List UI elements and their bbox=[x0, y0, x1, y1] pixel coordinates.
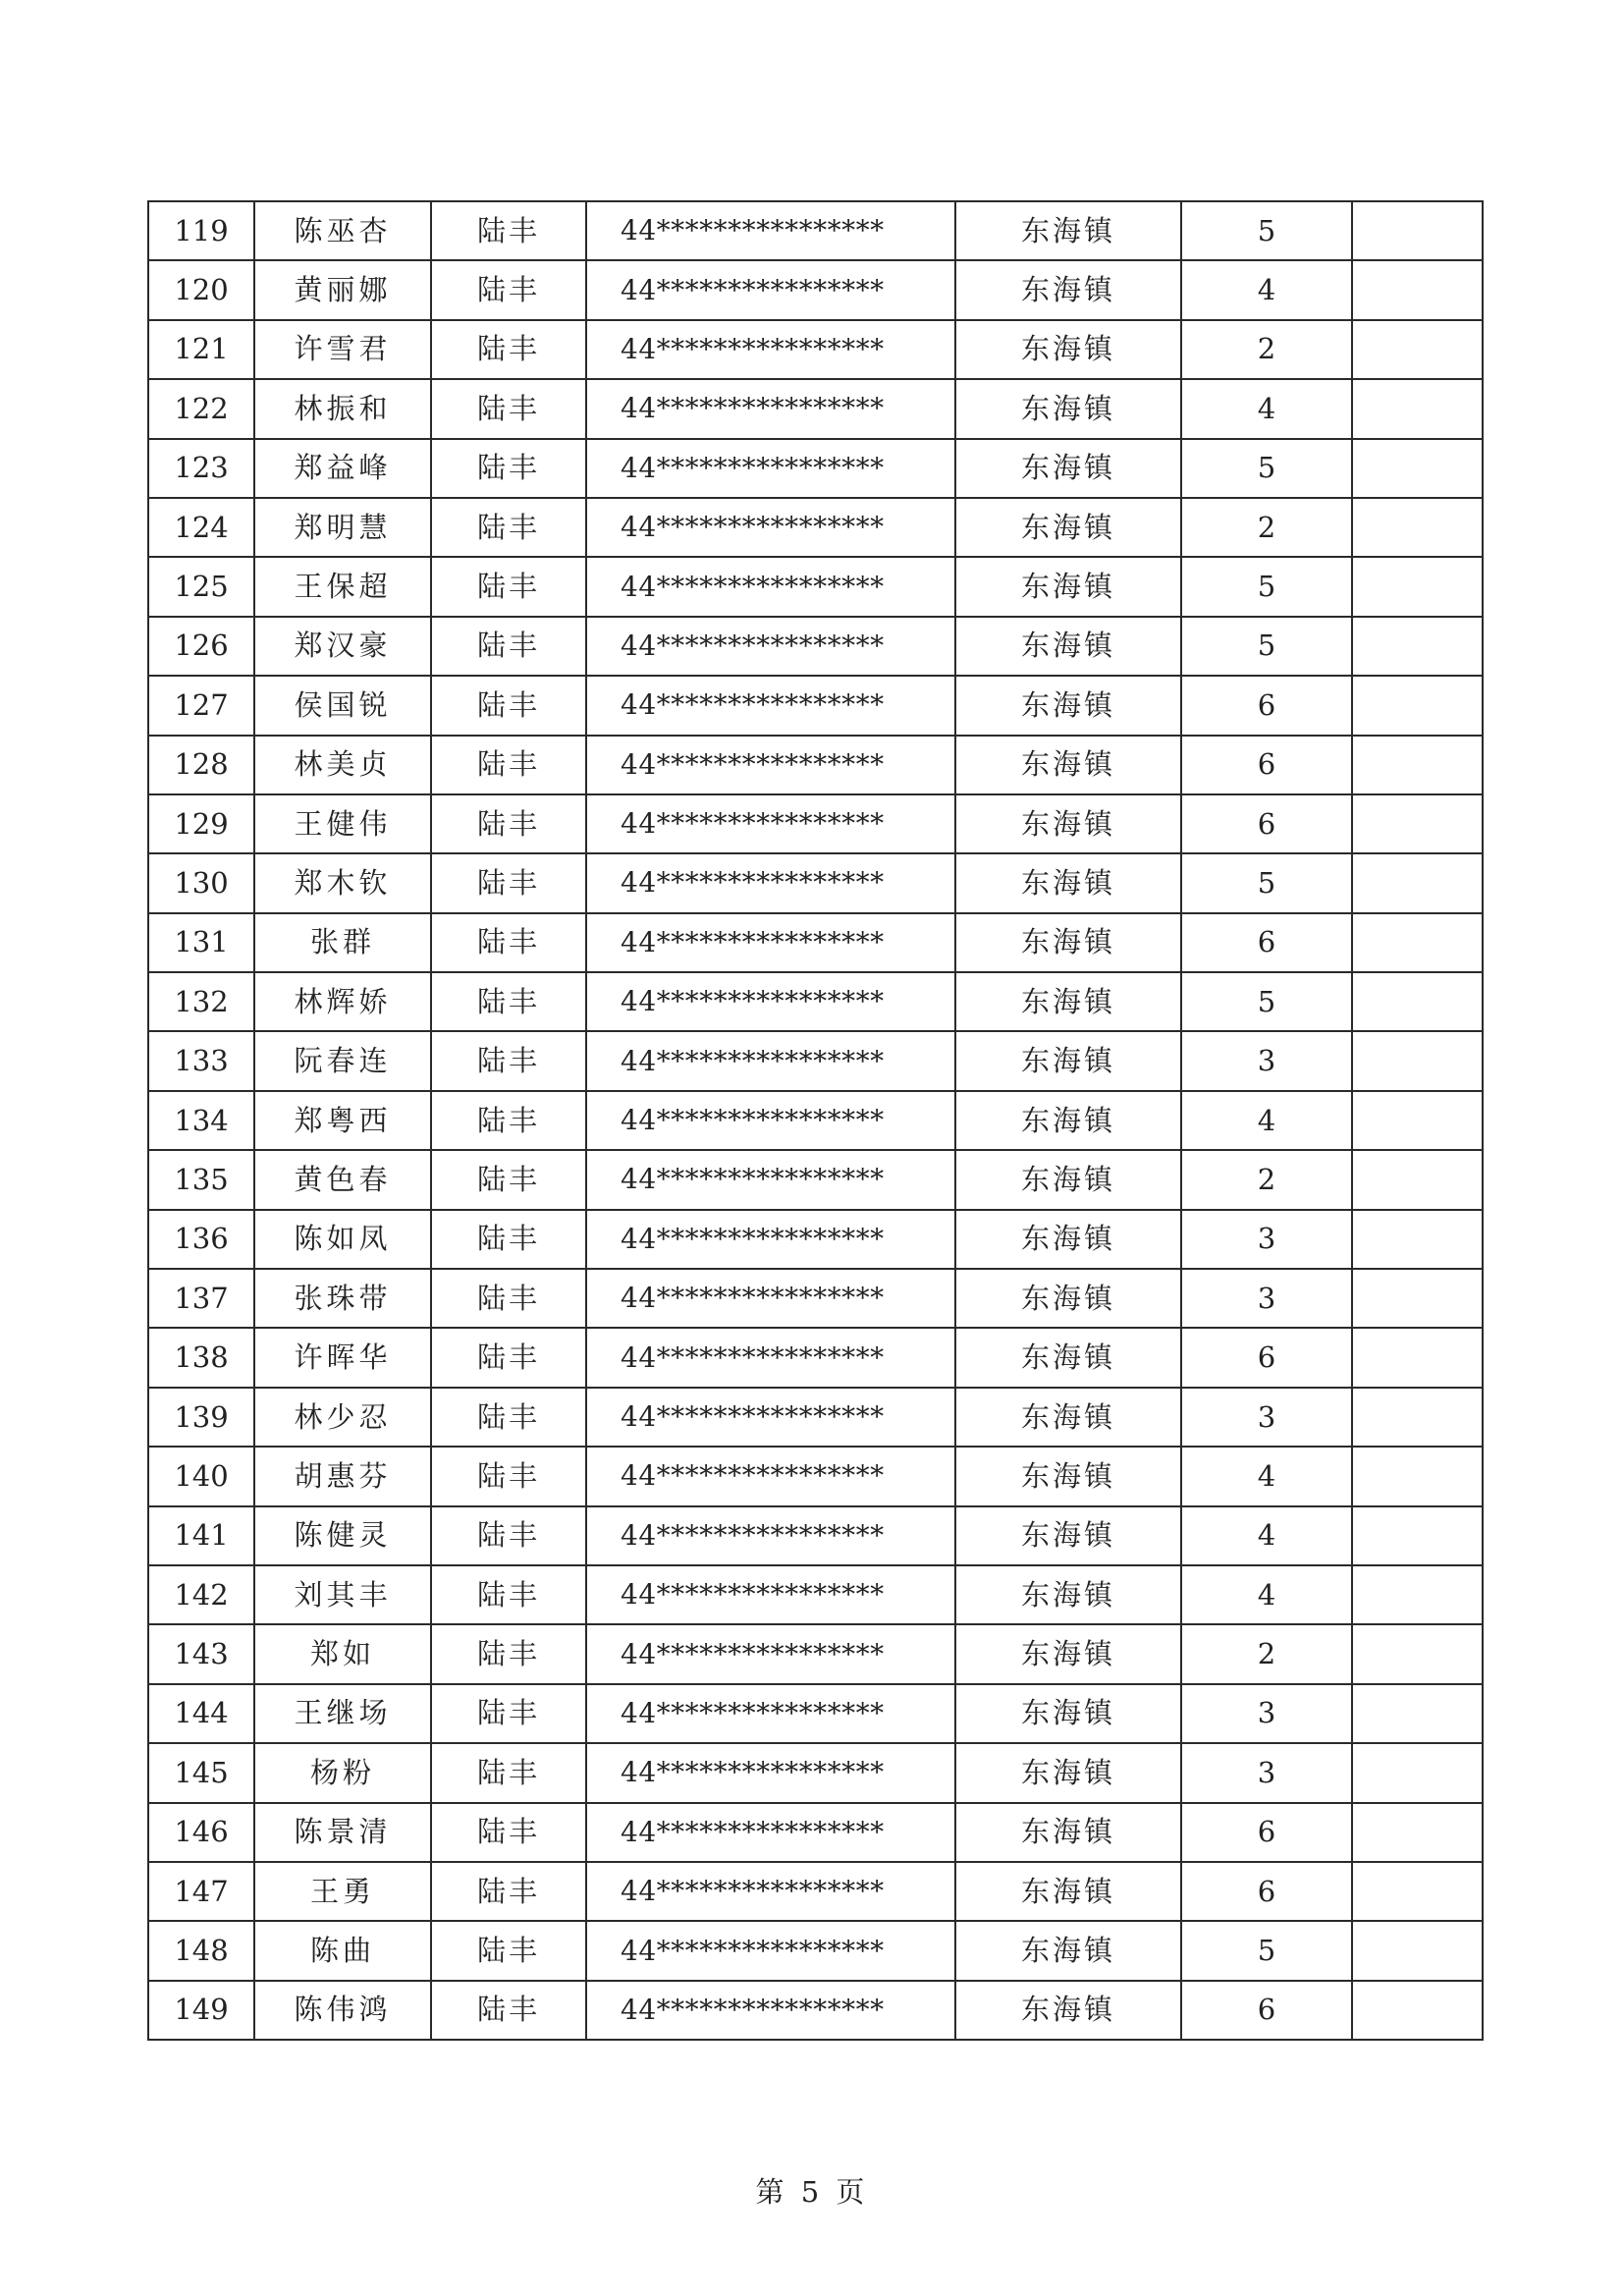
name-cell: 张珠带 bbox=[254, 1269, 431, 1328]
place-cell: 陆丰 bbox=[431, 794, 586, 853]
id-number-cell: 44**************** bbox=[586, 379, 955, 438]
count-cell: 2 bbox=[1181, 320, 1352, 379]
table-row bbox=[148, 1388, 1483, 1447]
count-cell: 6 bbox=[1181, 1981, 1352, 2040]
place-cell: 陆丰 bbox=[431, 320, 586, 379]
note-cell bbox=[1352, 1803, 1483, 1862]
name-cell: 王继场 bbox=[254, 1684, 431, 1743]
town-cell: 东海镇 bbox=[955, 439, 1181, 498]
table-row bbox=[148, 1803, 1483, 1862]
town-cell: 东海镇 bbox=[955, 1447, 1181, 1505]
roster-table-body bbox=[148, 201, 1483, 2040]
row-number-cell: 135 bbox=[148, 1150, 254, 1209]
id-number-cell: 44**************** bbox=[586, 1447, 955, 1505]
count-cell: 4 bbox=[1181, 1565, 1352, 1624]
row-number-cell: 119 bbox=[148, 201, 254, 260]
place-cell: 陆丰 bbox=[431, 1981, 586, 2040]
row-number-cell: 133 bbox=[148, 1031, 254, 1090]
roster-table bbox=[147, 200, 1484, 2041]
name-cell: 张群 bbox=[254, 913, 431, 972]
id-number-cell: 44**************** bbox=[586, 260, 955, 319]
town-cell: 东海镇 bbox=[955, 260, 1181, 319]
table-row bbox=[148, 1684, 1483, 1743]
name-cell: 郑木钦 bbox=[254, 853, 431, 912]
count-cell: 6 bbox=[1181, 736, 1352, 794]
name-cell: 陈曲 bbox=[254, 1921, 431, 1980]
note-cell bbox=[1352, 260, 1483, 319]
place-cell: 陆丰 bbox=[431, 1328, 586, 1387]
town-cell: 东海镇 bbox=[955, 794, 1181, 853]
note-cell bbox=[1352, 379, 1483, 438]
name-cell: 黄色春 bbox=[254, 1150, 431, 1209]
id-number-cell: 44**************** bbox=[586, 1388, 955, 1447]
id-number-cell: 44**************** bbox=[586, 1506, 955, 1565]
row-number-cell: 127 bbox=[148, 676, 254, 735]
count-cell: 5 bbox=[1181, 557, 1352, 616]
count-cell: 2 bbox=[1181, 498, 1352, 557]
table-row bbox=[148, 1328, 1483, 1387]
town-cell: 东海镇 bbox=[955, 1921, 1181, 1980]
row-number-cell: 131 bbox=[148, 913, 254, 972]
table-row bbox=[148, 1031, 1483, 1090]
name-cell: 侯国锐 bbox=[254, 676, 431, 735]
id-number-cell: 44**************** bbox=[586, 1150, 955, 1209]
note-cell bbox=[1352, 676, 1483, 735]
count-cell: 4 bbox=[1181, 379, 1352, 438]
id-number-cell: 44**************** bbox=[586, 1684, 955, 1743]
note-cell bbox=[1352, 1091, 1483, 1150]
id-number-cell: 44**************** bbox=[586, 498, 955, 557]
town-cell: 东海镇 bbox=[955, 1684, 1181, 1743]
town-cell: 东海镇 bbox=[955, 1565, 1181, 1624]
row-number-cell: 149 bbox=[148, 1981, 254, 2040]
id-number-cell: 44**************** bbox=[586, 1031, 955, 1090]
place-cell: 陆丰 bbox=[431, 1684, 586, 1743]
place-cell: 陆丰 bbox=[431, 617, 586, 676]
town-cell: 东海镇 bbox=[955, 1981, 1181, 2040]
id-number-cell: 44**************** bbox=[586, 1862, 955, 1921]
place-cell: 陆丰 bbox=[431, 853, 586, 912]
table-row bbox=[148, 1743, 1483, 1802]
town-cell: 东海镇 bbox=[955, 1091, 1181, 1150]
row-number-cell: 143 bbox=[148, 1624, 254, 1683]
row-number-cell: 147 bbox=[148, 1862, 254, 1921]
table-row bbox=[148, 1150, 1483, 1209]
count-cell: 2 bbox=[1181, 1150, 1352, 1209]
table-row bbox=[148, 557, 1483, 616]
name-cell: 林少忍 bbox=[254, 1388, 431, 1447]
place-cell: 陆丰 bbox=[431, 1565, 586, 1624]
id-number-cell: 44**************** bbox=[586, 1921, 955, 1980]
note-cell bbox=[1352, 1506, 1483, 1565]
town-cell: 东海镇 bbox=[955, 1862, 1181, 1921]
place-cell: 陆丰 bbox=[431, 1743, 586, 1802]
town-cell: 东海镇 bbox=[955, 379, 1181, 438]
place-cell: 陆丰 bbox=[431, 1210, 586, 1269]
table-row bbox=[148, 736, 1483, 794]
note-cell bbox=[1352, 1565, 1483, 1624]
count-cell: 4 bbox=[1181, 1447, 1352, 1505]
id-number-cell: 44**************** bbox=[586, 1328, 955, 1387]
place-cell: 陆丰 bbox=[431, 736, 586, 794]
id-number-cell: 44**************** bbox=[586, 1624, 955, 1683]
row-number-cell: 145 bbox=[148, 1743, 254, 1802]
town-cell: 东海镇 bbox=[955, 1210, 1181, 1269]
place-cell: 陆丰 bbox=[431, 557, 586, 616]
town-cell: 东海镇 bbox=[955, 1743, 1181, 1802]
place-cell: 陆丰 bbox=[431, 1506, 586, 1565]
name-cell: 郑粤西 bbox=[254, 1091, 431, 1150]
table-row bbox=[148, 439, 1483, 498]
count-cell: 3 bbox=[1181, 1684, 1352, 1743]
row-number-cell: 138 bbox=[148, 1328, 254, 1387]
name-cell: 黄丽娜 bbox=[254, 260, 431, 319]
table-row bbox=[148, 320, 1483, 379]
id-number-cell: 44**************** bbox=[586, 557, 955, 616]
count-cell: 3 bbox=[1181, 1743, 1352, 1802]
table-row bbox=[148, 1269, 1483, 1328]
note-cell bbox=[1352, 1210, 1483, 1269]
town-cell: 东海镇 bbox=[955, 853, 1181, 912]
table-row bbox=[148, 1862, 1483, 1921]
note-cell bbox=[1352, 498, 1483, 557]
page-number: 第 5 页 bbox=[755, 2175, 869, 2209]
town-cell: 东海镇 bbox=[955, 201, 1181, 260]
count-cell: 6 bbox=[1181, 1328, 1352, 1387]
name-cell: 胡惠芬 bbox=[254, 1447, 431, 1505]
note-cell bbox=[1352, 972, 1483, 1031]
count-cell: 3 bbox=[1181, 1388, 1352, 1447]
count-cell: 5 bbox=[1181, 1921, 1352, 1980]
note-cell bbox=[1352, 1447, 1483, 1505]
note-cell bbox=[1352, 1981, 1483, 2040]
town-cell: 东海镇 bbox=[955, 1031, 1181, 1090]
id-number-cell: 44**************** bbox=[586, 1803, 955, 1862]
id-number-cell: 44**************** bbox=[586, 1210, 955, 1269]
id-number-cell: 44**************** bbox=[586, 794, 955, 853]
row-number-cell: 125 bbox=[148, 557, 254, 616]
id-number-cell: 44**************** bbox=[586, 1091, 955, 1150]
count-cell: 5 bbox=[1181, 439, 1352, 498]
table-row bbox=[148, 1921, 1483, 1980]
note-cell bbox=[1352, 1921, 1483, 1980]
note-cell bbox=[1352, 794, 1483, 853]
id-number-cell: 44**************** bbox=[586, 1269, 955, 1328]
table-row bbox=[148, 1447, 1483, 1505]
table-row bbox=[148, 1981, 1483, 2040]
place-cell: 陆丰 bbox=[431, 676, 586, 735]
count-cell: 4 bbox=[1181, 260, 1352, 319]
count-cell: 6 bbox=[1181, 1803, 1352, 1862]
table-row bbox=[148, 617, 1483, 676]
note-cell bbox=[1352, 1269, 1483, 1328]
row-number-cell: 122 bbox=[148, 379, 254, 438]
count-cell: 5 bbox=[1181, 201, 1352, 260]
table-row bbox=[148, 1210, 1483, 1269]
town-cell: 东海镇 bbox=[955, 1506, 1181, 1565]
place-cell: 陆丰 bbox=[431, 1862, 586, 1921]
table-row bbox=[148, 794, 1483, 853]
name-cell: 陈景清 bbox=[254, 1803, 431, 1862]
row-number-cell: 146 bbox=[148, 1803, 254, 1862]
id-number-cell: 44**************** bbox=[586, 853, 955, 912]
place-cell: 陆丰 bbox=[431, 1091, 586, 1150]
place-cell: 陆丰 bbox=[431, 1803, 586, 1862]
count-cell: 3 bbox=[1181, 1269, 1352, 1328]
table-row bbox=[148, 1565, 1483, 1624]
town-cell: 东海镇 bbox=[955, 913, 1181, 972]
count-cell: 4 bbox=[1181, 1506, 1352, 1565]
count-cell: 4 bbox=[1181, 1091, 1352, 1150]
count-cell: 6 bbox=[1181, 913, 1352, 972]
table-row bbox=[148, 260, 1483, 319]
note-cell bbox=[1352, 320, 1483, 379]
note-cell bbox=[1352, 736, 1483, 794]
town-cell: 东海镇 bbox=[955, 1150, 1181, 1209]
note-cell bbox=[1352, 853, 1483, 912]
town-cell: 东海镇 bbox=[955, 676, 1181, 735]
table-row bbox=[148, 1091, 1483, 1150]
id-number-cell: 44**************** bbox=[586, 1981, 955, 2040]
note-cell bbox=[1352, 1388, 1483, 1447]
row-number-cell: 148 bbox=[148, 1921, 254, 1980]
row-number-cell: 121 bbox=[148, 320, 254, 379]
row-number-cell: 139 bbox=[148, 1388, 254, 1447]
note-cell bbox=[1352, 439, 1483, 498]
name-cell: 王保超 bbox=[254, 557, 431, 616]
count-cell: 6 bbox=[1181, 794, 1352, 853]
row-number-cell: 130 bbox=[148, 853, 254, 912]
town-cell: 东海镇 bbox=[955, 1328, 1181, 1387]
name-cell: 郑汉豪 bbox=[254, 617, 431, 676]
name-cell: 郑明慧 bbox=[254, 498, 431, 557]
place-cell: 陆丰 bbox=[431, 1269, 586, 1328]
id-number-cell: 44**************** bbox=[586, 1743, 955, 1802]
place-cell: 陆丰 bbox=[431, 1447, 586, 1505]
place-cell: 陆丰 bbox=[431, 260, 586, 319]
row-number-cell: 136 bbox=[148, 1210, 254, 1269]
table-row bbox=[148, 379, 1483, 438]
town-cell: 东海镇 bbox=[955, 557, 1181, 616]
row-number-cell: 128 bbox=[148, 736, 254, 794]
name-cell: 林美贞 bbox=[254, 736, 431, 794]
count-cell: 5 bbox=[1181, 853, 1352, 912]
count-cell: 3 bbox=[1181, 1031, 1352, 1090]
place-cell: 陆丰 bbox=[431, 972, 586, 1031]
place-cell: 陆丰 bbox=[431, 913, 586, 972]
town-cell: 东海镇 bbox=[955, 1803, 1181, 1862]
name-cell: 杨粉 bbox=[254, 1743, 431, 1802]
note-cell bbox=[1352, 1743, 1483, 1802]
id-number-cell: 44**************** bbox=[586, 201, 955, 260]
id-number-cell: 44**************** bbox=[586, 617, 955, 676]
id-number-cell: 44**************** bbox=[586, 320, 955, 379]
place-cell: 陆丰 bbox=[431, 498, 586, 557]
note-cell bbox=[1352, 1624, 1483, 1683]
town-cell: 东海镇 bbox=[955, 1624, 1181, 1683]
id-number-cell: 44**************** bbox=[586, 439, 955, 498]
town-cell: 东海镇 bbox=[955, 617, 1181, 676]
name-cell: 林辉娇 bbox=[254, 972, 431, 1031]
note-cell bbox=[1352, 1684, 1483, 1743]
place-cell: 陆丰 bbox=[431, 1150, 586, 1209]
name-cell: 刘其丰 bbox=[254, 1565, 431, 1624]
place-cell: 陆丰 bbox=[431, 439, 586, 498]
name-cell: 许雪君 bbox=[254, 320, 431, 379]
row-number-cell: 120 bbox=[148, 260, 254, 319]
row-number-cell: 123 bbox=[148, 439, 254, 498]
note-cell bbox=[1352, 1031, 1483, 1090]
place-cell: 陆丰 bbox=[431, 1624, 586, 1683]
row-number-cell: 144 bbox=[148, 1684, 254, 1743]
count-cell: 6 bbox=[1181, 676, 1352, 735]
place-cell: 陆丰 bbox=[431, 201, 586, 260]
name-cell: 陈如凤 bbox=[254, 1210, 431, 1269]
table-row bbox=[148, 201, 1483, 260]
row-number-cell: 124 bbox=[148, 498, 254, 557]
note-cell bbox=[1352, 201, 1483, 260]
row-number-cell: 129 bbox=[148, 794, 254, 853]
place-cell: 陆丰 bbox=[431, 1031, 586, 1090]
row-number-cell: 134 bbox=[148, 1091, 254, 1150]
id-number-cell: 44**************** bbox=[586, 913, 955, 972]
table-row bbox=[148, 498, 1483, 557]
note-cell bbox=[1352, 913, 1483, 972]
count-cell: 3 bbox=[1181, 1210, 1352, 1269]
row-number-cell: 132 bbox=[148, 972, 254, 1031]
count-cell: 2 bbox=[1181, 1624, 1352, 1683]
name-cell: 许晖华 bbox=[254, 1328, 431, 1387]
name-cell: 林振和 bbox=[254, 379, 431, 438]
town-cell: 东海镇 bbox=[955, 320, 1181, 379]
town-cell: 东海镇 bbox=[955, 736, 1181, 794]
id-number-cell: 44**************** bbox=[586, 972, 955, 1031]
place-cell: 陆丰 bbox=[431, 1921, 586, 1980]
row-number-cell: 142 bbox=[148, 1565, 254, 1624]
name-cell: 王健伟 bbox=[254, 794, 431, 853]
table-row bbox=[148, 972, 1483, 1031]
note-cell bbox=[1352, 1862, 1483, 1921]
note-cell bbox=[1352, 1150, 1483, 1209]
row-number-cell: 137 bbox=[148, 1269, 254, 1328]
name-cell: 王勇 bbox=[254, 1862, 431, 1921]
table-row bbox=[148, 1624, 1483, 1683]
name-cell: 郑如 bbox=[254, 1624, 431, 1683]
table-row bbox=[148, 676, 1483, 735]
table-row bbox=[148, 853, 1483, 912]
count-cell: 5 bbox=[1181, 617, 1352, 676]
town-cell: 东海镇 bbox=[955, 1269, 1181, 1328]
id-number-cell: 44**************** bbox=[586, 1565, 955, 1624]
name-cell: 陈健灵 bbox=[254, 1506, 431, 1565]
row-number-cell: 126 bbox=[148, 617, 254, 676]
id-number-cell: 44**************** bbox=[586, 736, 955, 794]
town-cell: 东海镇 bbox=[955, 498, 1181, 557]
place-cell: 陆丰 bbox=[431, 379, 586, 438]
row-number-cell: 141 bbox=[148, 1506, 254, 1565]
id-number-cell: 44**************** bbox=[586, 676, 955, 735]
name-cell: 陈巫杏 bbox=[254, 201, 431, 260]
count-cell: 5 bbox=[1181, 972, 1352, 1031]
name-cell: 陈伟鸿 bbox=[254, 1981, 431, 2040]
name-cell: 郑益峰 bbox=[254, 439, 431, 498]
row-number-cell: 140 bbox=[148, 1447, 254, 1505]
count-cell: 6 bbox=[1181, 1862, 1352, 1921]
town-cell: 东海镇 bbox=[955, 972, 1181, 1031]
name-cell: 阮春连 bbox=[254, 1031, 431, 1090]
table-row bbox=[148, 913, 1483, 972]
note-cell bbox=[1352, 1328, 1483, 1387]
note-cell bbox=[1352, 617, 1483, 676]
table-row bbox=[148, 1506, 1483, 1565]
note-cell bbox=[1352, 557, 1483, 616]
place-cell: 陆丰 bbox=[431, 1388, 586, 1447]
town-cell: 东海镇 bbox=[955, 1388, 1181, 1447]
